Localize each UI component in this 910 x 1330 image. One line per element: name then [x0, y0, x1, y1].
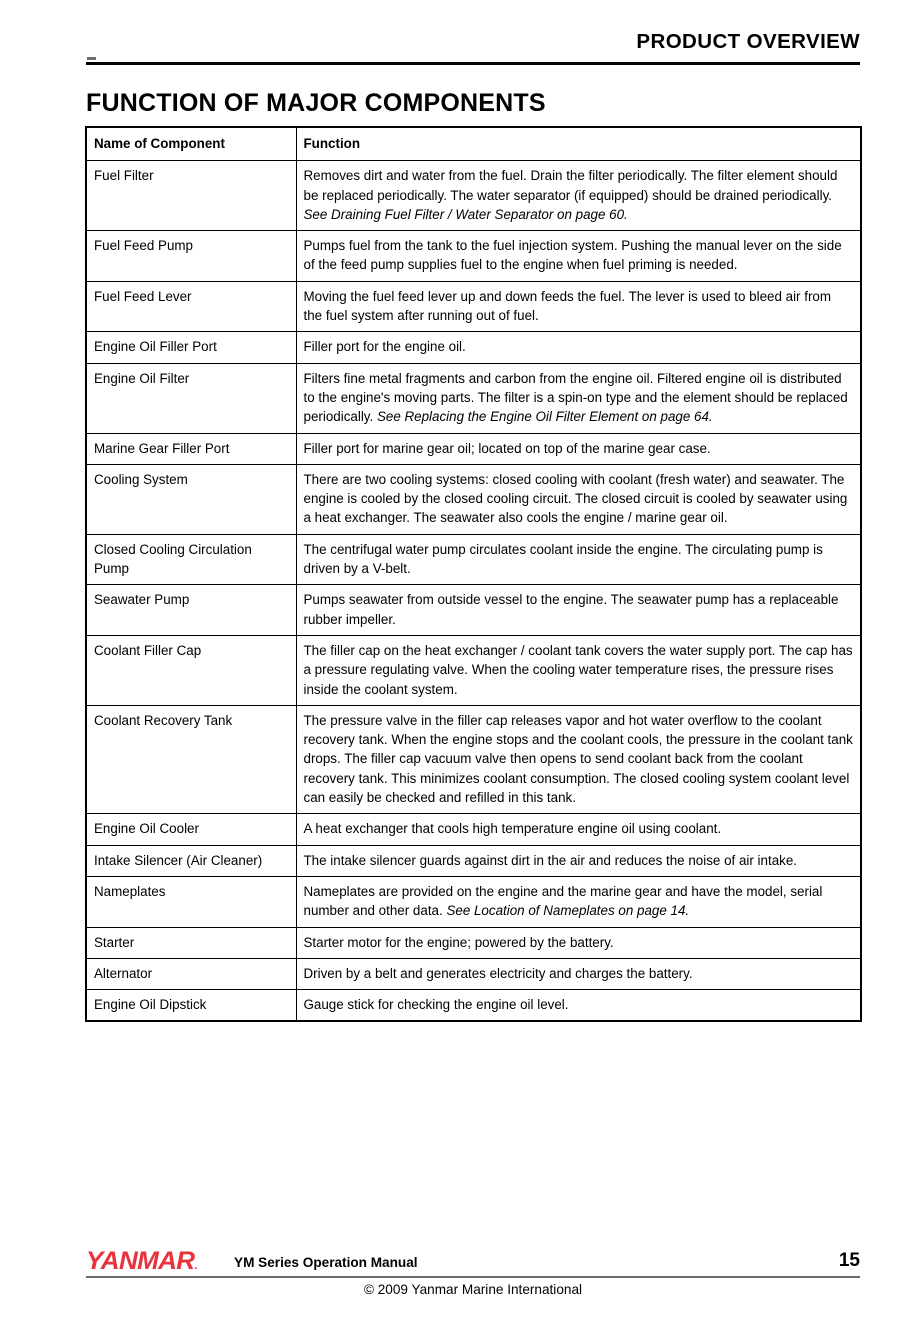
component-name-cell: Starter: [86, 927, 296, 958]
component-function-cell: [296, 231, 861, 282]
component-name-cell: Engine Oil Filler Port: [86, 332, 296, 363]
components-table-wrapper: [85, 126, 860, 1022]
page-footer: [86, 1248, 860, 1318]
component-name-cell: Marine Gear Filler Port: [86, 433, 296, 464]
table-row: [86, 464, 861, 534]
component-name-cell: Fuel Feed Lever: [86, 281, 296, 332]
component-name-cell: Coolant Filler Cap: [86, 635, 296, 705]
function-text: Driven by a belt and generates electricity and charges the battery.: [303, 965, 693, 981]
table-row: [86, 534, 861, 585]
cross-reference: See Location of Nameplates on page 14.: [446, 903, 690, 919]
table-row: [86, 845, 861, 876]
component-function-cell: [296, 814, 861, 845]
running-header: [86, 30, 860, 54]
table-row: [86, 635, 861, 705]
running-header-title: PRODUCT OVERVIEW: [636, 30, 860, 53]
footer-top-line: [86, 1248, 860, 1276]
components-table: [85, 126, 862, 1022]
table-row: [86, 433, 861, 464]
function-text: A heat exchanger that cools high temperature engine oil using coolant.: [303, 821, 722, 837]
page-title: FUNCTION OF MAJOR COMPONENTS: [86, 88, 546, 117]
function-text: The centrifugal water pump circulates coolant inside the engine. The circulating pump is driven by a V-belt.: [303, 541, 823, 577]
component-function-cell: [296, 534, 861, 585]
table-row: [86, 332, 861, 363]
component-name-cell: Coolant Recovery Tank: [86, 705, 296, 813]
function-text: Pumps seawater from outside vessel to the engine. The seawater pump has a replaceable rubber impeller.: [303, 592, 839, 627]
function-text: Filler port for the engine oil.: [303, 339, 466, 355]
component-function-cell: [296, 363, 861, 433]
table-row: [86, 161, 861, 231]
component-name-cell: Intake Silencer (Air Cleaner): [86, 845, 296, 876]
component-function-cell: [296, 927, 861, 958]
component-function-cell: [296, 705, 861, 813]
component-function-cell: [296, 332, 861, 363]
header-rule-tick-mark: [87, 57, 96, 60]
component-function-cell: [296, 281, 861, 332]
component-name-cell: Closed Cooling Circulation Pump: [86, 534, 296, 585]
function-text: The pressure valve in the filler cap releases vapor and hot water overflow to the coolant recovery tank. When the engine stops and the coolant cools, the pressure in the coolant tank drops. The filler cap vacuum valve then opens to send coolant back from the coolant recovery tank. This minimizes coolant consumption. The closed cooling system coolant level can easily be checked and refilled in this tank.: [303, 712, 853, 806]
footer-manual-title: YM Series Operation Manual: [234, 1255, 418, 1270]
function-text: The intake silencer guards against dirt in the air and reduces the noise of air intake.: [303, 852, 798, 868]
table-row: [86, 814, 861, 845]
table-row: [86, 281, 861, 332]
function-text: Pumps fuel from the tank to the fuel injection system. Pushing the manual lever on the side of the feed pump supplies fuel to the engine when fuel priming is needed.: [303, 238, 842, 273]
function-text: Removes dirt and water from the fuel. Drain the filter periodically. The filter element should be replaced periodically. The water separator (if equipped) should be drained periodically.: [303, 168, 838, 203]
component-function-cell: [296, 585, 861, 636]
component-name-cell: Nameplates: [86, 876, 296, 927]
component-name-cell: Engine Oil Cooler: [86, 814, 296, 845]
component-function-cell: [296, 876, 861, 927]
component-function-cell: [296, 958, 861, 989]
table-row: [86, 231, 861, 282]
cross-reference: See Replacing the Engine Oil Filter Element on page 64.: [376, 409, 713, 425]
component-name-cell: Fuel Filter: [86, 161, 296, 231]
component-function-cell: [296, 635, 861, 705]
function-text: Moving the fuel feed lever up and down feeds the fuel. The lever is used to bleed air from the fuel system after running out of fuel.: [303, 288, 832, 324]
table-header: [86, 127, 861, 161]
component-function-cell: [296, 990, 861, 1022]
function-text: Starter motor for the engine; powered by the battery.: [303, 934, 614, 950]
component-function-cell: [296, 433, 861, 464]
table-header-row: [86, 127, 861, 161]
table-row: [86, 990, 861, 1022]
component-name-cell: Alternator: [86, 958, 296, 989]
function-text: The filler cap on the heat exchanger / coolant tank covers the water supply port. The cap has a pressure regulating valve. When the cooling water temperature rises, the pressure rises inside the coolant system.: [303, 642, 853, 697]
table-row: [86, 585, 861, 636]
table-body: [86, 161, 861, 1022]
component-function-cell: [296, 464, 861, 534]
yanmar-logo-text: YANMAR: [86, 1247, 195, 1275]
header-divider-rule: [86, 62, 860, 65]
footer-divider-rule: [86, 1276, 860, 1278]
function-text: Filters fine metal fragments and carbon from the engine oil. Filtered engine oil is distributed to the engine's moving parts. The filter is a spin-on type and the element should be replaced periodically.: [303, 370, 848, 425]
column-header-name: Name of Component: [86, 127, 296, 161]
component-function-cell: [296, 161, 861, 231]
table-row: [86, 958, 861, 989]
yanmar-logo: [86, 1248, 198, 1279]
copyright-notice: © 2009 Yanmar Marine International: [363, 1282, 583, 1297]
component-name-cell: Seawater Pump: [86, 585, 296, 636]
component-name-cell: Fuel Feed Pump: [86, 231, 296, 282]
table-row: [86, 705, 861, 813]
cross-reference: See Draining Fuel Filter / Water Separator on page 60.: [303, 206, 628, 222]
component-name-cell: Cooling System: [86, 464, 296, 534]
registered-mark-icon: .: [194, 1260, 198, 1272]
component-name-cell: Engine Oil Filter: [86, 363, 296, 433]
column-header-function: Function: [296, 127, 861, 161]
component-name-cell: Engine Oil Dipstick: [86, 990, 296, 1022]
function-text: There are two cooling systems: closed cooling with coolant (fresh water) and seawater. The engine is cooled by the closed cooling circuit. The closed circuit is cooled by seawater using a heat exchanger. The seawater also cools the engine / marine gear oil.: [303, 471, 848, 526]
function-text: Nameplates are provided on the engine and the marine gear and have the model, serial number and other data.: [303, 883, 823, 919]
component-function-cell: [296, 845, 861, 876]
function-text: Gauge stick for checking the engine oil level.: [303, 997, 569, 1013]
table-row: [86, 876, 861, 927]
function-text: Filler port for marine gear oil; located on top of the marine gear case.: [303, 440, 711, 456]
table-row: [86, 363, 861, 433]
table-row: [86, 927, 861, 958]
page-number: 15: [838, 1250, 860, 1271]
